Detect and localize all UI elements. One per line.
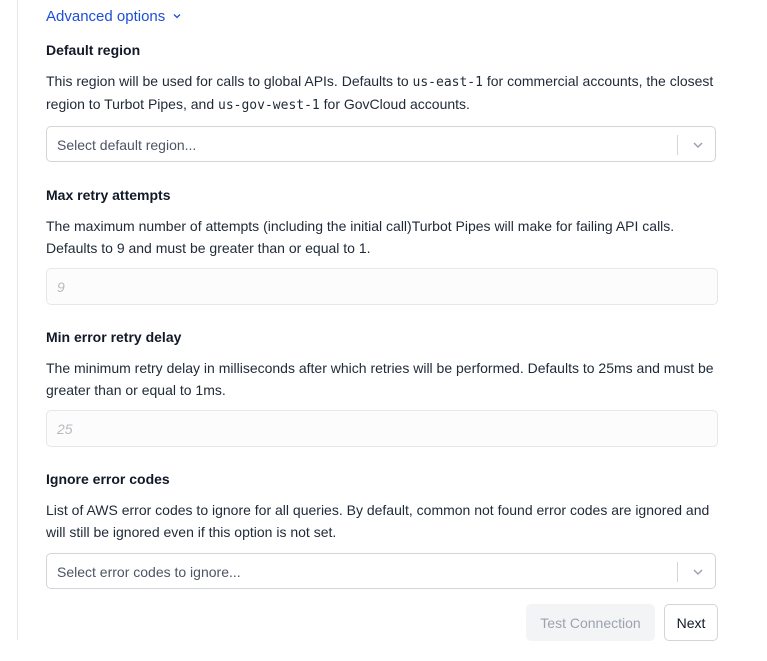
ignore-codes-description: List of AWS error codes to ignore for all queries. By default, common not found error codes are ignored and will still be ignored even if this option is not set. [46,502,710,540]
min-delay-label: Min error retry delay [46,329,182,345]
default-region-select[interactable] [46,126,716,162]
panel-left-border [17,0,18,640]
region-code-commercial: us-east-1 [412,75,483,90]
chevron-down-icon[interactable] [691,138,705,152]
next-button[interactable]: Next [664,604,718,641]
default-region-label: Default region [46,42,141,58]
chevron-down-icon[interactable] [691,565,705,579]
chevron-down-icon [171,10,183,22]
min-delay-input[interactable] [46,410,718,447]
min-delay-description: The minimum retry delay in milliseconds after which retries will be performed. Defaults to 25ms and must be greater than or equal to 1ms. [46,360,714,398]
region-code-govcloud: us-gov-west-1 [218,97,320,113]
max-retry-input[interactable] [46,268,718,305]
select-separator [677,135,678,155]
ignore-codes-label: Ignore error codes [46,471,170,487]
max-retry-label: Max retry attempts [46,187,171,203]
advanced-options-toggle[interactable] [46,6,183,26]
ignore-codes-placeholder: Select error codes to ignore... [57,564,241,580]
max-retry-description: The maximum number of attempts (including the initial call)Turbot Pipes will make for failing API calls. Defaults to 9 and must be greater than or equal to 1. [46,218,675,256]
select-separator [677,562,678,582]
default-region-description: This region will be used for calls to global APIs. Defaults to us-east-1 for commercial accounts, the closest region to Turbot Pipes, and us-gov-west-1 for GovCloud accounts. [46,73,714,113]
ignore-codes-select[interactable] [46,553,716,589]
default-region-placeholder: Select default region... [57,137,197,153]
test-connection-button[interactable]: Test Connection [526,604,655,641]
advanced-options-label: Advanced options [46,7,166,25]
